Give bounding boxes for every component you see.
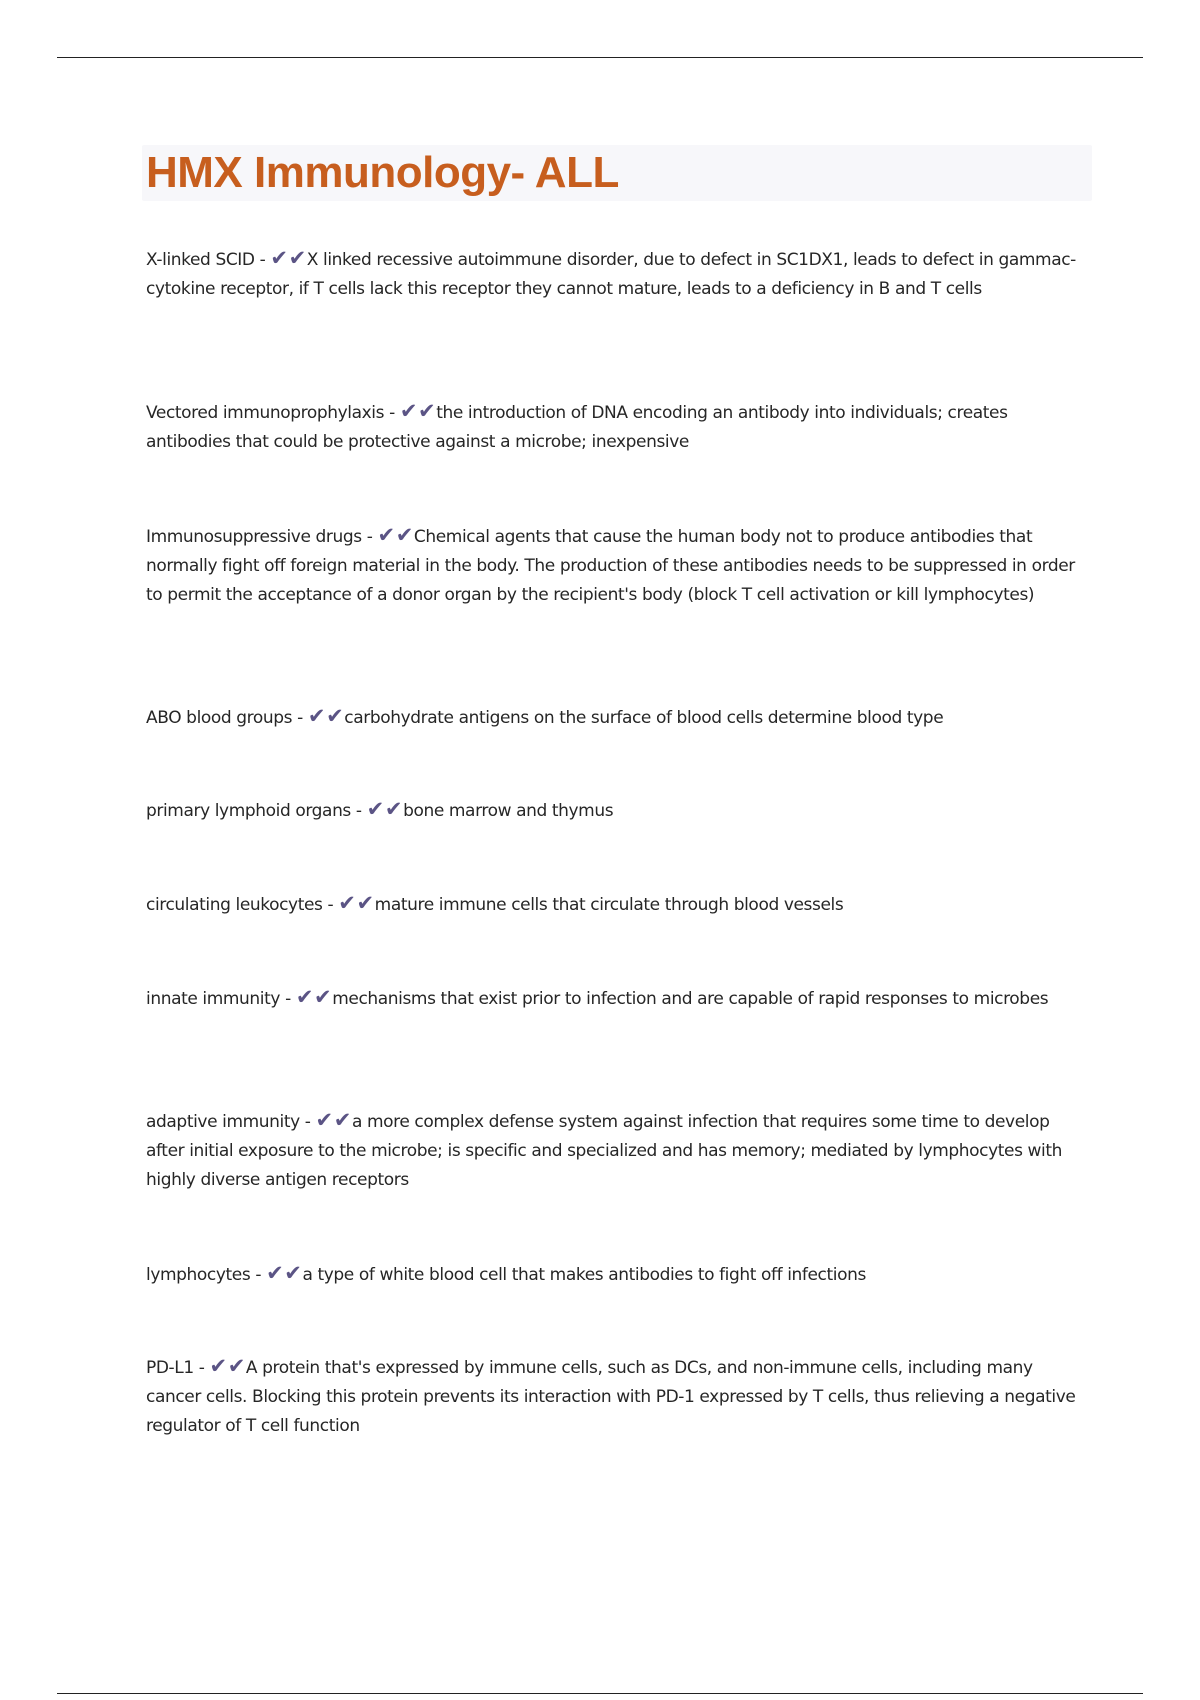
check-icon: ✔ xyxy=(366,797,384,821)
glossary-entry xyxy=(146,891,1092,920)
entry-definition: bone marrow and thymus xyxy=(403,801,614,821)
page-title: HMX Immunology- ALL xyxy=(146,148,619,197)
glossary-entry xyxy=(146,985,1092,1014)
entry-term: adaptive immunity xyxy=(146,1112,300,1132)
check-icon: ✔ xyxy=(314,985,332,1009)
entry-separator: - xyxy=(350,801,367,821)
entry-term: innate immunity xyxy=(146,989,281,1009)
glossary-entry xyxy=(146,399,1092,457)
glossary-entry xyxy=(146,1108,1092,1195)
entry-definition: A protein that's expressed by immune cells, such as DCs, and non-immune cells, including many cancer cells. Blocking this protein prevents its interaction with PD-1 expressed by T cells, thus relieving a negative regulator of T cell function xyxy=(146,1358,1076,1436)
entry-separator: - xyxy=(280,989,296,1009)
entry-definition: a more complex defense system against infection that requires some time to develop after initial exposure to the microbe; is specific and specialized and has memory; mediated by lymphocytes with highly diverse antigen receptors xyxy=(146,1112,1063,1190)
glossary-entry xyxy=(146,523,1092,610)
entry-term: Vectored immunoprophylaxis xyxy=(146,403,385,423)
entry-term: primary lymphoid organs xyxy=(146,801,351,821)
title-band xyxy=(142,145,1092,201)
entry-definition: mature immune cells that circulate through blood vessels xyxy=(374,895,844,915)
entry-separator: - xyxy=(322,895,339,915)
entry-separator: - xyxy=(361,527,378,547)
entry-term: lymphocytes xyxy=(146,1265,251,1285)
entry-term: PD-L1 xyxy=(146,1358,194,1378)
entry-term: ABO blood groups xyxy=(146,708,293,728)
entry-separator: - xyxy=(254,250,271,270)
entry-definition: mechanisms that exist prior to infection and are capable of rapid responses to microbes xyxy=(332,989,1049,1009)
check-icon: ✔ xyxy=(288,246,306,270)
check-icon: ✔ xyxy=(284,1261,302,1285)
entry-separator: - xyxy=(193,1358,210,1378)
check-icon: ✔ xyxy=(338,891,356,915)
top-rule xyxy=(57,57,1143,58)
check-icon: ✔ xyxy=(333,1108,351,1132)
glossary-entry xyxy=(146,1354,1092,1441)
entry-separator: - xyxy=(384,403,400,423)
check-icon: ✔ xyxy=(307,704,326,728)
entry-term: circulating leukocytes xyxy=(146,895,323,915)
glossary-entry xyxy=(146,797,1092,826)
check-icon: ✔ xyxy=(315,1108,333,1132)
check-icon: ✔ xyxy=(377,523,395,547)
entry-definition: X linked recessive autoimmune disorder, due to defect in SC1DX1, leads to defect in gammac-cytokine receptor, if T cells lack this receptor they cannot mature, leads to a deficiency in B and T cells xyxy=(146,250,1076,299)
check-icon: ✔ xyxy=(227,1354,245,1378)
entry-definition: Chemical agents that cause the human body not to produce antibodies that normally fight off foreign material in the body. The production of these antibodies needs to be suppressed in order to permit the acceptance of a donor organ by the recipient's body (block T cell activation or kill lymphocytes) xyxy=(146,527,1075,605)
entry-definition: carbohydrate antigens on the surface of blood cells determine blood type xyxy=(344,708,944,728)
check-icon: ✔ xyxy=(326,704,344,728)
check-icon: ✔ xyxy=(270,246,288,270)
check-icon: ✔ xyxy=(395,523,413,547)
check-icon: ✔ xyxy=(356,891,374,915)
bottom-rule xyxy=(57,1693,1143,1694)
glossary-entry xyxy=(146,1261,1092,1290)
check-icon: ✔ xyxy=(209,1354,227,1378)
entry-term: Immunosuppressive drugs xyxy=(146,527,362,547)
entry-term: X-linked SCID xyxy=(146,250,255,270)
check-icon: ✔ xyxy=(399,399,418,423)
glossary-entry xyxy=(146,246,1092,304)
check-icon: ✔ xyxy=(384,797,403,821)
check-icon: ✔ xyxy=(418,399,436,423)
check-icon: ✔ xyxy=(295,985,314,1009)
entry-separator: - xyxy=(299,1112,316,1132)
check-icon: ✔ xyxy=(266,1261,284,1285)
glossary-entry xyxy=(146,704,1092,733)
entry-definition: the introduction of DNA encoding an antibody into individuals; creates antibodies that could be protective against a microbe; inexpensive xyxy=(146,403,1008,452)
entry-separator: - xyxy=(292,708,308,728)
entry-separator: - xyxy=(250,1265,267,1285)
entry-definition: a type of white blood cell that makes antibodies to fight off infections xyxy=(302,1265,866,1285)
